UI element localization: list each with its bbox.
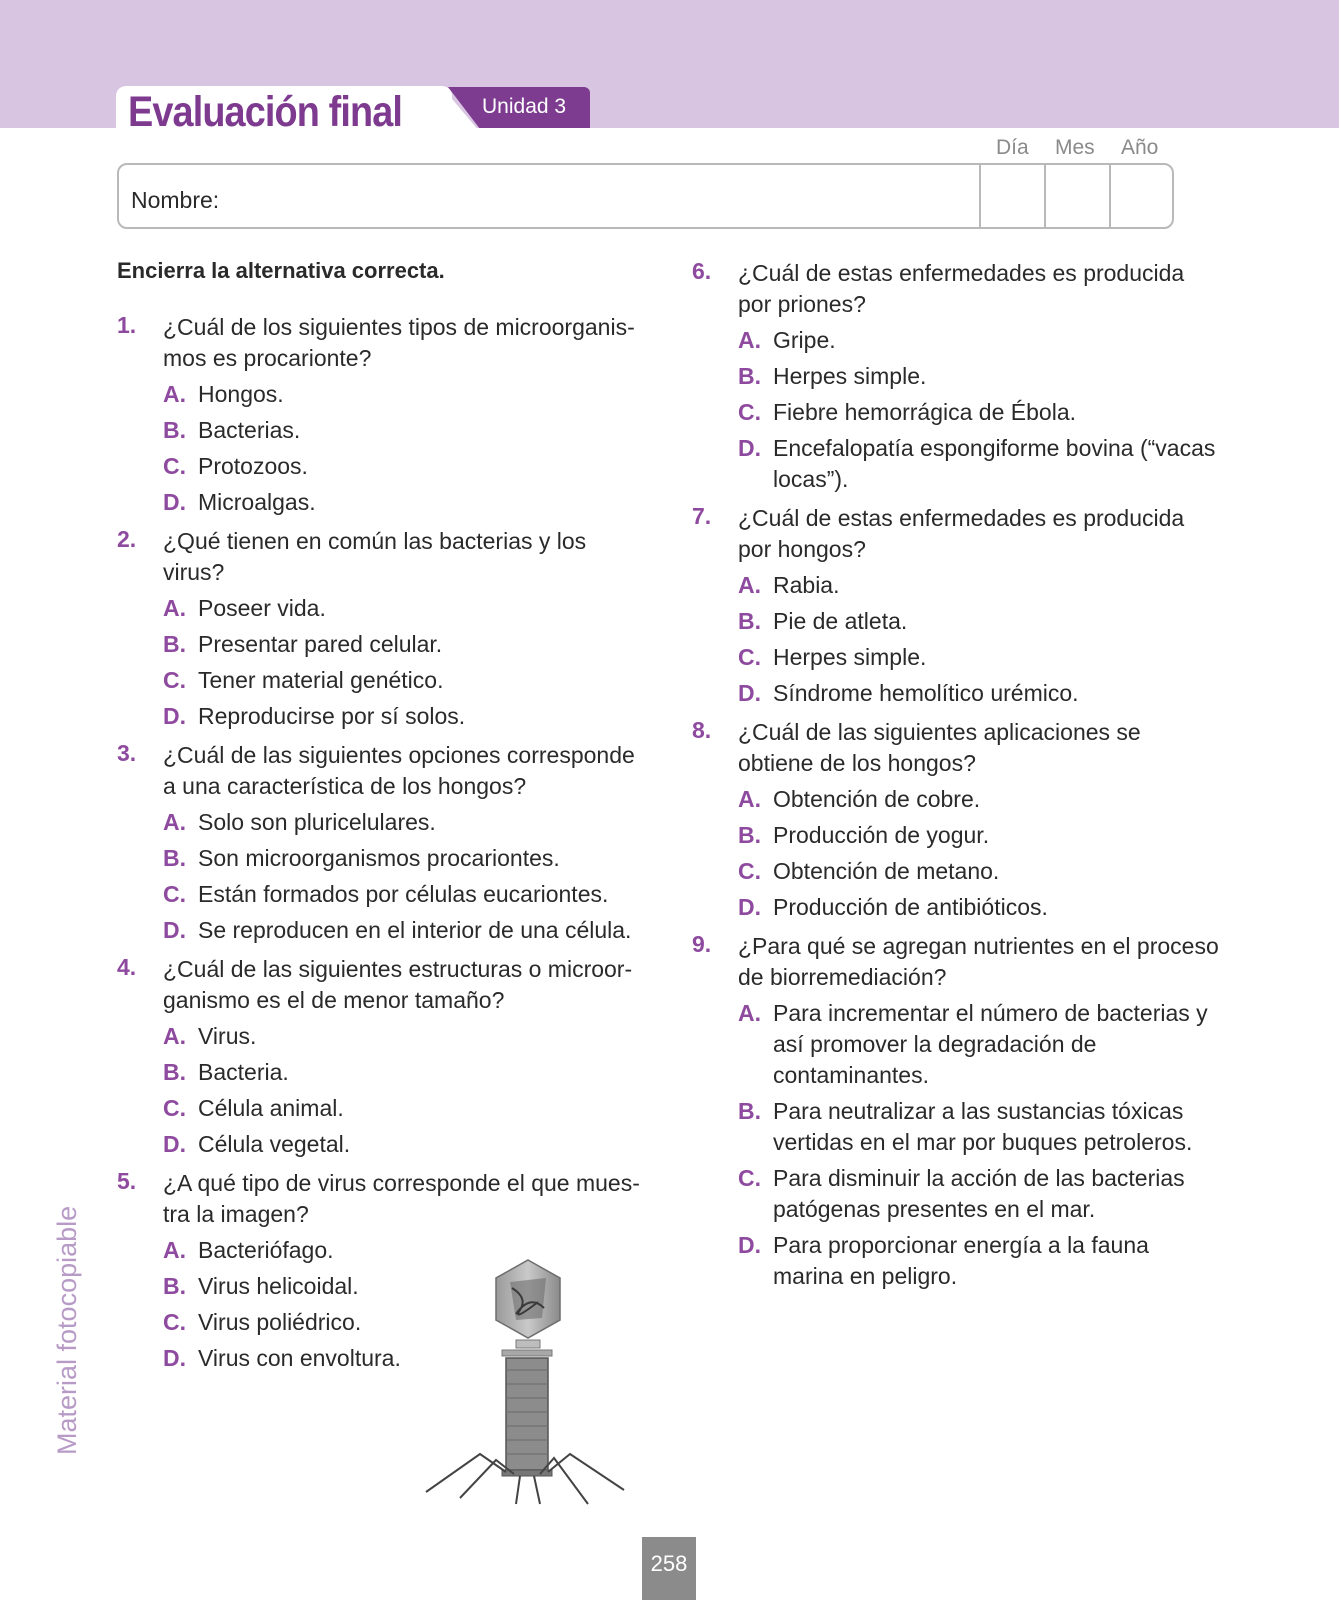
option-letter: B. [163, 1273, 186, 1299]
option-letter: D. [163, 703, 186, 729]
answer-option[interactable] [738, 1230, 1222, 1292]
answer-option[interactable] [738, 433, 1222, 495]
answer-option[interactable] [738, 784, 1222, 815]
option-text: Fiebre hemorrágica de Ébola. [773, 399, 1076, 425]
option-text: Herpes simple. [773, 644, 927, 670]
answer-option[interactable] [738, 606, 1222, 637]
option-letter: C. [738, 644, 761, 670]
option-text: Tener material genético. [198, 667, 444, 693]
option-letter: A. [163, 1237, 186, 1263]
option-text: Para neutralizar a las sustancias tóxicas vertidas en el mar por buques petroleros. [773, 1098, 1193, 1155]
option-text: Para disminuir la acción de las bacterias patógenas presentes en el mar. [773, 1165, 1185, 1222]
option-text: Bacteria. [198, 1059, 289, 1085]
option-text: Poseer vida. [198, 595, 326, 621]
question-text: ¿Cuál de las siguientes estructuras o microor-ganismo es el de menor tamaño? [163, 956, 633, 1013]
answer-option[interactable] [163, 629, 647, 660]
question-8 [692, 717, 1222, 923]
option-text: Célula animal. [198, 1095, 344, 1121]
option-text: Producción de yogur. [773, 822, 990, 848]
question-text: ¿Para qué se agregan nutrientes en el proceso de biorremediación? [738, 933, 1219, 990]
year-label: Año [1121, 136, 1159, 159]
option-letter: D. [738, 894, 761, 920]
option-text: Virus. [198, 1023, 257, 1049]
option-letter: B. [163, 845, 186, 871]
answer-option[interactable] [738, 397, 1222, 428]
question-number: 1. [117, 312, 137, 338]
question-text: ¿Cuál de las siguientes opciones corresponde a una característica de los hongos? [163, 742, 635, 799]
answer-option[interactable] [738, 642, 1222, 673]
option-letter: D. [163, 1131, 186, 1157]
answer-option[interactable] [163, 1057, 647, 1088]
name-field[interactable] [117, 163, 1174, 229]
option-text: Herpes simple. [773, 363, 927, 389]
option-letter: A. [738, 1000, 761, 1026]
option-letter: B. [163, 1059, 186, 1085]
question-7 [692, 503, 1222, 709]
answer-option[interactable] [163, 701, 647, 732]
question-text: ¿Cuál de estas enfermedades es producida por priones? [738, 260, 1185, 317]
day-cell[interactable] [979, 165, 981, 227]
page-number: 258 [650, 1551, 688, 1576]
answer-option[interactable] [163, 1307, 413, 1338]
year-cell[interactable] [1109, 165, 1111, 227]
option-letter: A. [163, 381, 186, 407]
option-text: Rabia. [773, 572, 840, 598]
option-text: Virus con envoltura. [198, 1345, 401, 1371]
answer-option[interactable] [163, 807, 647, 838]
question-number: 9. [692, 931, 712, 957]
bacteriophage-icon [420, 1258, 630, 1510]
option-letter: C. [163, 667, 186, 693]
option-letter: B. [738, 1098, 761, 1124]
option-text: Presentar pared celular. [198, 631, 443, 657]
answer-option[interactable] [163, 843, 647, 874]
answer-option[interactable] [738, 361, 1222, 392]
option-text: Gripe. [773, 327, 836, 353]
question-text: ¿Cuál de estas enfermedades es producida por hongos? [738, 505, 1185, 562]
answer-option[interactable] [163, 879, 647, 910]
page-title: Evaluación final [128, 88, 403, 136]
month-label: Mes [1055, 136, 1095, 159]
name-label: Nombre: [131, 187, 220, 213]
question-number: 2. [117, 526, 137, 552]
option-text: Son microorganismos procariontes. [198, 845, 560, 871]
question-number: 7. [692, 503, 712, 529]
option-text: Célula vegetal. [198, 1131, 351, 1157]
option-text: Virus helicoidal. [198, 1273, 359, 1299]
option-letter: C. [738, 399, 761, 425]
answer-option[interactable] [738, 678, 1222, 709]
option-text: Están formados por células eucariontes. [198, 881, 609, 907]
option-text: Bacterias. [198, 417, 301, 443]
option-text: Pie de atleta. [773, 608, 908, 634]
answer-option[interactable] [163, 593, 647, 624]
option-letter: D. [163, 917, 186, 943]
option-letter: C. [738, 1165, 761, 1191]
answer-option[interactable] [163, 379, 647, 410]
answer-option[interactable] [738, 570, 1222, 601]
option-letter: A. [163, 809, 186, 835]
answer-option[interactable] [738, 892, 1222, 923]
option-letter: D. [738, 680, 761, 706]
option-letter: C. [163, 1309, 186, 1335]
day-label: Día [996, 136, 1029, 159]
option-text: Virus poliédrico. [198, 1309, 362, 1335]
option-letter: B. [163, 417, 186, 443]
answer-option[interactable] [163, 1235, 413, 1266]
answer-option[interactable] [738, 1096, 1222, 1158]
answer-option[interactable] [163, 415, 647, 446]
unit-label: Unidad 3 [482, 95, 567, 118]
option-letter: B. [738, 608, 761, 634]
answer-option[interactable] [163, 1271, 413, 1302]
option-text: Reproducirse por sí solos. [198, 703, 466, 729]
question-4 [117, 954, 647, 1160]
answer-option[interactable] [163, 1129, 647, 1160]
option-text: Síndrome hemolítico urémico. [773, 680, 1079, 706]
answer-option[interactable] [163, 915, 647, 946]
question-number: 4. [117, 954, 137, 980]
question-number: 8. [692, 717, 712, 743]
option-text: Protozoos. [198, 453, 308, 479]
question-number: 3. [117, 740, 137, 766]
option-text: Para incrementar el número de bacterias y así promover la degradación de contaminantes. [773, 1000, 1208, 1088]
option-text: Microalgas. [198, 489, 316, 515]
option-letter: A. [163, 1023, 186, 1049]
question-text: ¿Cuál de las siguientes aplicaciones se obtiene de los hongos? [738, 719, 1141, 776]
option-text: Se reproducen en el interior de una célula. [198, 917, 632, 943]
question-6 [692, 258, 1222, 495]
option-letter: D. [163, 489, 186, 515]
answer-option[interactable] [163, 665, 647, 696]
answer-option[interactable] [163, 1343, 413, 1374]
question-number: 5. [117, 1168, 137, 1194]
option-letter: B. [738, 822, 761, 848]
option-letter: C. [738, 858, 761, 884]
question-2 [117, 526, 647, 732]
question-1 [117, 312, 647, 518]
answer-option[interactable] [163, 487, 647, 518]
option-text: Bacteriófago. [198, 1237, 334, 1263]
option-letter: B. [163, 631, 186, 657]
page-number-box [642, 1537, 696, 1600]
answer-option[interactable] [738, 856, 1222, 887]
option-text: Para proporcionar energía a la fauna marina en peligro. [773, 1232, 1149, 1289]
option-text: Obtención de cobre. [773, 786, 981, 812]
option-text: Producción de antibióticos. [773, 894, 1048, 920]
question-3 [117, 740, 647, 946]
option-letter: D. [738, 1232, 761, 1258]
option-letter: D. [738, 435, 761, 461]
option-letter: A. [738, 327, 761, 353]
option-text: Hongos. [198, 381, 284, 407]
answer-option[interactable] [738, 998, 1222, 1091]
option-letter: C. [163, 1095, 186, 1121]
option-letter: C. [163, 881, 186, 907]
left-column [117, 258, 647, 1382]
option-letter: A. [738, 572, 761, 598]
month-cell[interactable] [1044, 165, 1046, 227]
question-text: ¿A qué tipo de virus corresponde el que mues-tra la imagen? [163, 1170, 640, 1227]
question-9 [692, 931, 1222, 1292]
question-text: ¿Qué tienen en común las bacterias y los virus? [163, 528, 587, 585]
option-text: Solo son pluricelulares. [198, 809, 436, 835]
question-number: 6. [692, 258, 712, 284]
answer-option[interactable] [738, 820, 1222, 851]
answer-option[interactable] [738, 1163, 1222, 1225]
option-letter: D. [163, 1345, 186, 1371]
option-letter: C. [163, 453, 186, 479]
option-letter: B. [738, 363, 761, 389]
instruction: Encierra la alternativa correcta. [117, 258, 445, 283]
question-text: ¿Cuál de los siguientes tipos de microorganis-mos es procarionte? [163, 314, 635, 371]
option-letter: A. [163, 595, 186, 621]
option-text: Obtención de metano. [773, 858, 1000, 884]
right-column [692, 258, 1222, 1300]
answer-option[interactable] [163, 1021, 647, 1052]
answer-option[interactable] [163, 1093, 647, 1124]
option-text: Encefalopatía espongiforme bovina (“vacas locas”). [773, 435, 1216, 492]
answer-option[interactable] [738, 325, 1222, 356]
side-label: Material fotocopiable [52, 1205, 82, 1455]
option-letter: A. [738, 786, 761, 812]
answer-option[interactable] [163, 451, 647, 482]
